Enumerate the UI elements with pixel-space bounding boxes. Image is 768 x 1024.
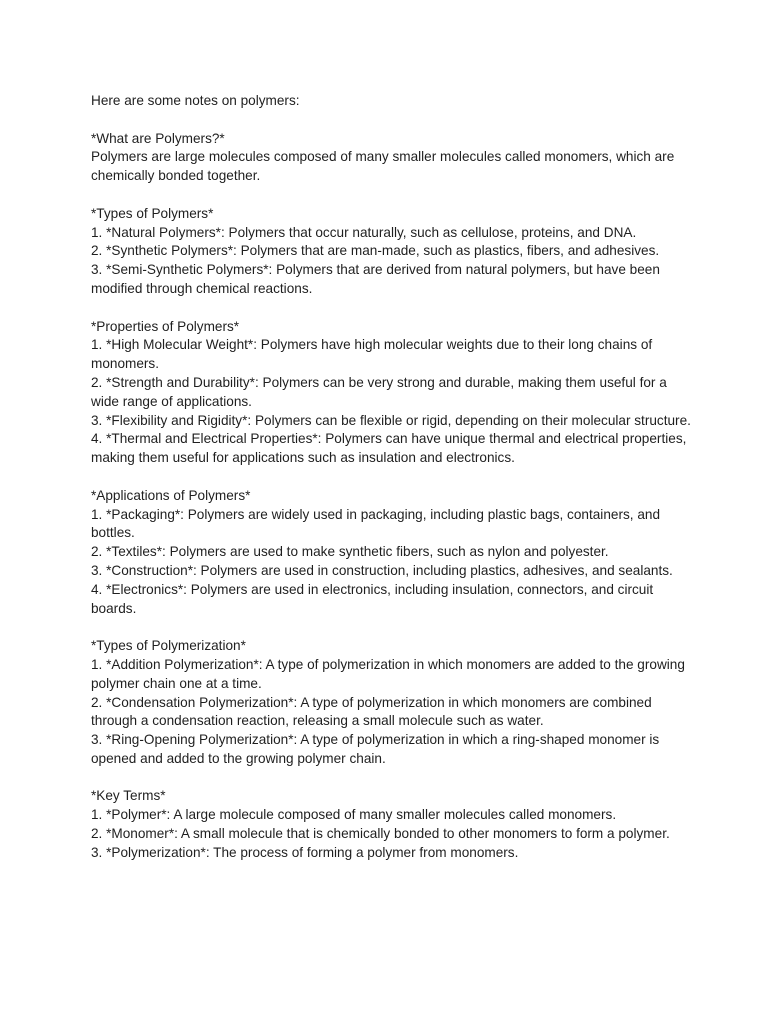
list-item: 2. *Strength and Durability*: Polymers can be very strong and durable, making them useful for a wide range of applications.	[91, 374, 667, 409]
section-what-are-polymers	[91, 130, 691, 186]
list-item: 2. *Monomer*: A small molecule that is chemically bonded to other monomers to form a polymer.	[91, 826, 670, 842]
list-item: 3. *Semi-Synthetic Polymers*: Polymers that are derived from natural polymers, but have been modified through chemical reactions.	[91, 262, 660, 296]
section-types-of-polymerization	[91, 637, 691, 769]
section-heading: *Key Terms*	[91, 788, 166, 804]
section-applications-of-polymers	[91, 487, 691, 619]
section-types-of-polymers	[91, 205, 691, 299]
list-item: 2. *Textiles*: Polymers are used to make synthetic fibers, such as nylon and polyester.	[91, 544, 609, 560]
list-item: 1. *High Molecular Weight*: Polymers have high molecular weights due to their long chains of monomers.	[91, 337, 653, 372]
list-item: 3. *Construction*: Polymers are used in construction, including plastics, adhesives, and sealants.	[91, 562, 673, 578]
section-heading: *What are Polymers?*	[91, 130, 225, 146]
list-item: 2. *Condensation Polymerization*: A type of polymerization in which monomers are combined through a condensation reaction, releasing a small molecule such as water.	[91, 694, 652, 729]
section-heading: *Properties of Polymers*	[91, 318, 240, 334]
list-item: 3. *Flexibility and Rigidity*: Polymers can be flexible or rigid, depending on their molecular structure.	[91, 412, 691, 428]
section-heading: *Types of Polymers*	[91, 205, 214, 221]
list-item: 1. *Polymer*: A large molecule composed of many smaller molecules called monomers.	[91, 807, 617, 823]
list-item: 1. *Natural Polymers*: Polymers that occur naturally, such as cellulose, proteins, and DNA.	[91, 224, 637, 240]
section-heading: *Applications of Polymers*	[91, 487, 251, 503]
list-item: 2. *Synthetic Polymers*: Polymers that are man-made, such as plastics, fibers, and adhesives.	[91, 243, 660, 259]
document-page	[91, 92, 691, 863]
list-item: 1. *Addition Polymerization*: A type of polymerization in which monomers are added to the growing polymer chain one at a time.	[91, 656, 685, 691]
list-item: 3. *Ring-Opening Polymerization*: A type of polymerization in which a ring-shaped monomer is opened and added to the growing polymer chain.	[91, 732, 660, 766]
list-item: 1. *Packaging*: Polymers are widely used in packaging, including plastic bags, containers, and bottles.	[91, 506, 660, 541]
section-properties-of-polymers	[91, 318, 691, 468]
section-heading: *Types of Polymerization*	[91, 638, 246, 654]
list-item: 4. *Thermal and Electrical Properties*: Polymers can have unique thermal and electrical properties, making them useful for applications such as insulation and electronics.	[91, 431, 687, 466]
intro-text: Here are some notes on polymers:	[91, 93, 300, 108]
section-body: Polymers are large molecules composed of many smaller molecules called monomers, which are chemically bonded together.	[91, 149, 675, 184]
section-key-terms	[91, 787, 691, 862]
list-item: 3. *Polymerization*: The process of forming a polymer from monomers.	[91, 844, 519, 860]
list-item: 4. *Electronics*: Polymers are used in electronics, including insulation, connectors, and circuit boards.	[91, 581, 654, 616]
